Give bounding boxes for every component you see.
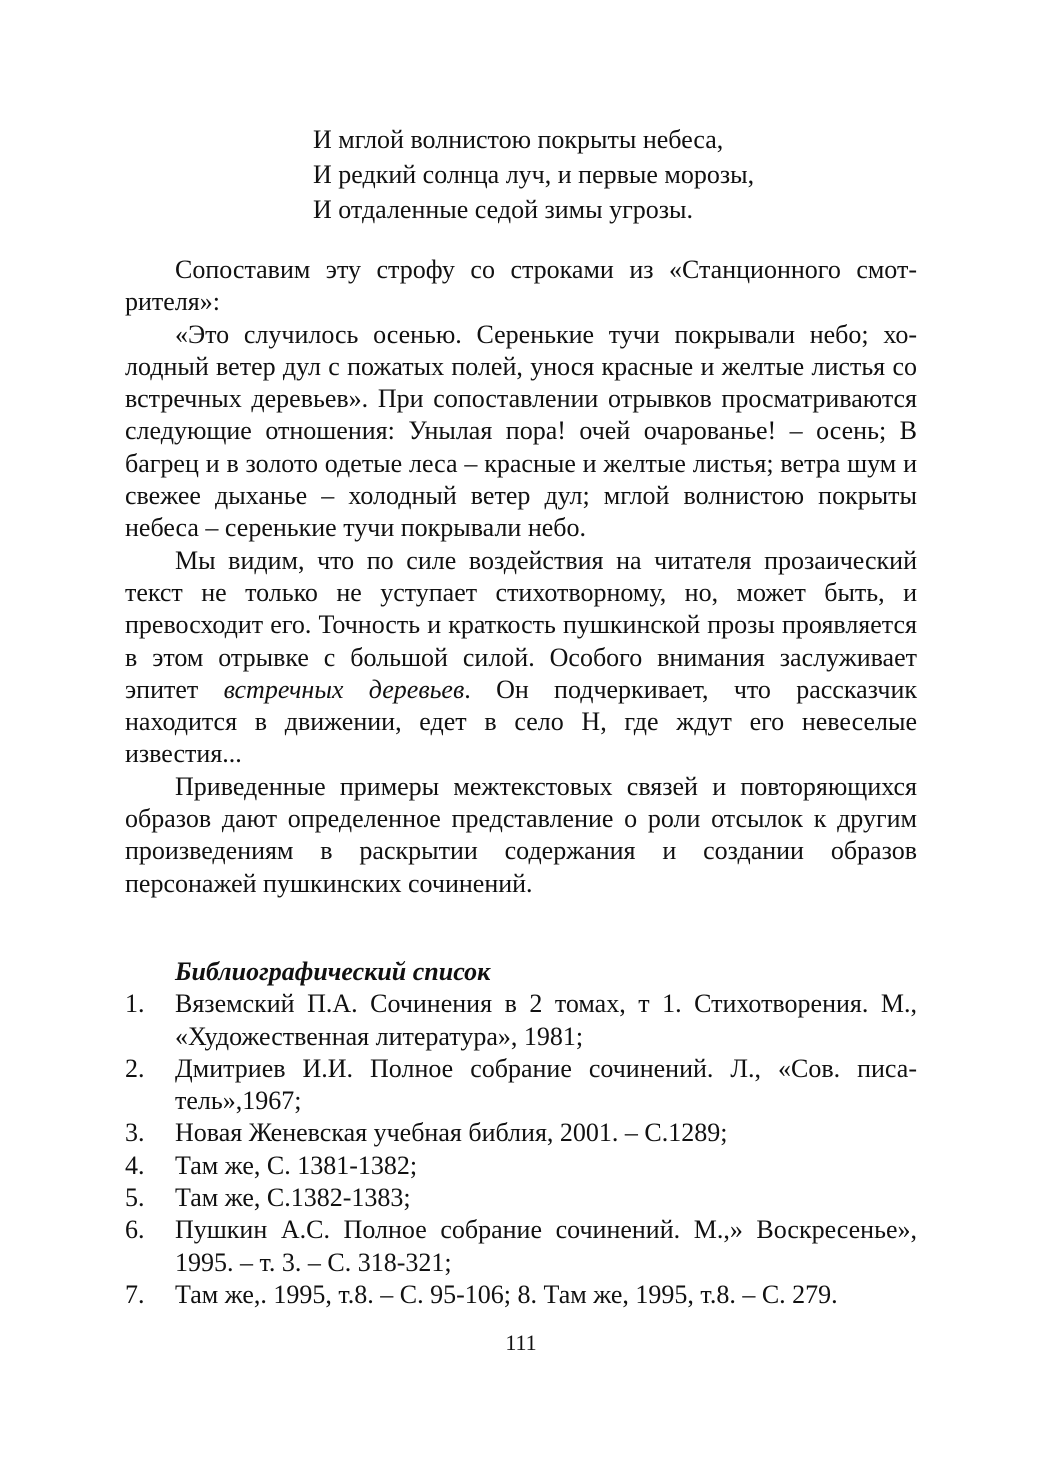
bibliography-list bbox=[125, 988, 917, 1311]
bibliography-item bbox=[125, 988, 917, 1053]
bibliography-item-text: Новая Женевская учебная библия, 2001. – С.1289; bbox=[175, 1118, 728, 1148]
bibliography-item-text: Там же,. 1995, т.8. – С. 95-106; 8. Там же, 1995, т.8. – С. 279. bbox=[175, 1279, 838, 1309]
bibliography-item bbox=[125, 1150, 917, 1182]
paragraph-text: Мы видим, что по силе воздействия на читателя прозаический текст не только не уступает стихотворному, но, может быть, и превосходит его. Точность и краткость пушкинской прозы проявляется в этом отрывке с большой силой. Особого внимания заслуживает эпитет bbox=[125, 545, 917, 704]
document-page bbox=[125, 0, 917, 1473]
bibliography-item-number: 4. bbox=[125, 1150, 145, 1180]
bibliography-item bbox=[125, 1053, 917, 1118]
bibliography-item-number: 5. bbox=[125, 1183, 145, 1213]
bibliography-item bbox=[125, 1117, 917, 1149]
paragraph bbox=[125, 545, 917, 771]
poem-excerpt bbox=[313, 122, 754, 227]
bibliography-item-number: 3. bbox=[125, 1118, 145, 1148]
body-text bbox=[125, 254, 917, 900]
paragraph-text: . Он подчеркивает, что рассказчик находится в движении, едет в село Н, где ждут его невеселые известия... bbox=[125, 674, 917, 769]
emphasized-phrase: встречных деревьев bbox=[223, 674, 465, 704]
paragraph: Приведенные примеры межтекстовых связей и повторяющихся образов дают определенное представление о роли отсылок к другим произведениям в раскрытии содержания и создании образов персонажей пушкинских сочинений. bbox=[125, 771, 917, 898]
bibliography-item-text: Дмитриев И.И. Полное собрание сочинений. Л., «Сов. писатель»,1967; bbox=[175, 1053, 917, 1116]
bibliography-item-text: Вяземский П.А. Сочинения в 2 томах, т 1. Стихотворения. М., «Художественная литература», 1981; bbox=[175, 989, 917, 1051]
bibliography-item-text: Там же, С.1382-1383; bbox=[175, 1183, 411, 1213]
bibliography-item bbox=[125, 1182, 917, 1214]
poem-line: И редкий солнца луч, и первые морозы, bbox=[313, 160, 755, 189]
bibliography-item-number: 2. bbox=[125, 1053, 145, 1083]
bibliography-item-number: 7. bbox=[125, 1279, 145, 1309]
poem-line: И отдаленные седой зимы угрозы. bbox=[313, 195, 694, 224]
bibliography-item bbox=[125, 1279, 917, 1311]
paragraph: Сопоставим эту строфу со строками из «Станционного смотрителя»: bbox=[125, 255, 917, 317]
poem-line: И мглой волнистою покрыты небеса, bbox=[313, 125, 724, 154]
bibliography-item-text: Пушкин А.С. Полное собрание сочинений. М.,» Воскресенье», 1995. – т. 3. – С. 318-321; bbox=[175, 1215, 917, 1277]
page-number: 111 bbox=[505, 1330, 537, 1355]
bibliography bbox=[125, 956, 917, 1311]
bibliography-item-number: 6. bbox=[125, 1215, 145, 1245]
bibliography-title: Библиографический список bbox=[175, 957, 491, 986]
bibliography-item-text: Там же, С. 1381-1382; bbox=[175, 1150, 418, 1180]
bibliography-item bbox=[125, 1214, 917, 1279]
paragraph: «Это случилось осенью. Серенькие тучи покрывали небо; холодный ветер дул с пожатых полей, унося красные и желтые листья со встречных деревьев». При сопоставлении отрывков просматриваются следующие отношения: Унылая пора! очей очарованье! – осень; В багрец и в золото одетые леса – красные и желтые листья; ветра шум и свежее дыханье – холодный ветер дул; мглой волнистою покрыты небеса – серенькие тучи покрывали небо. bbox=[125, 319, 917, 543]
bibliography-item-number: 1. bbox=[125, 989, 145, 1019]
